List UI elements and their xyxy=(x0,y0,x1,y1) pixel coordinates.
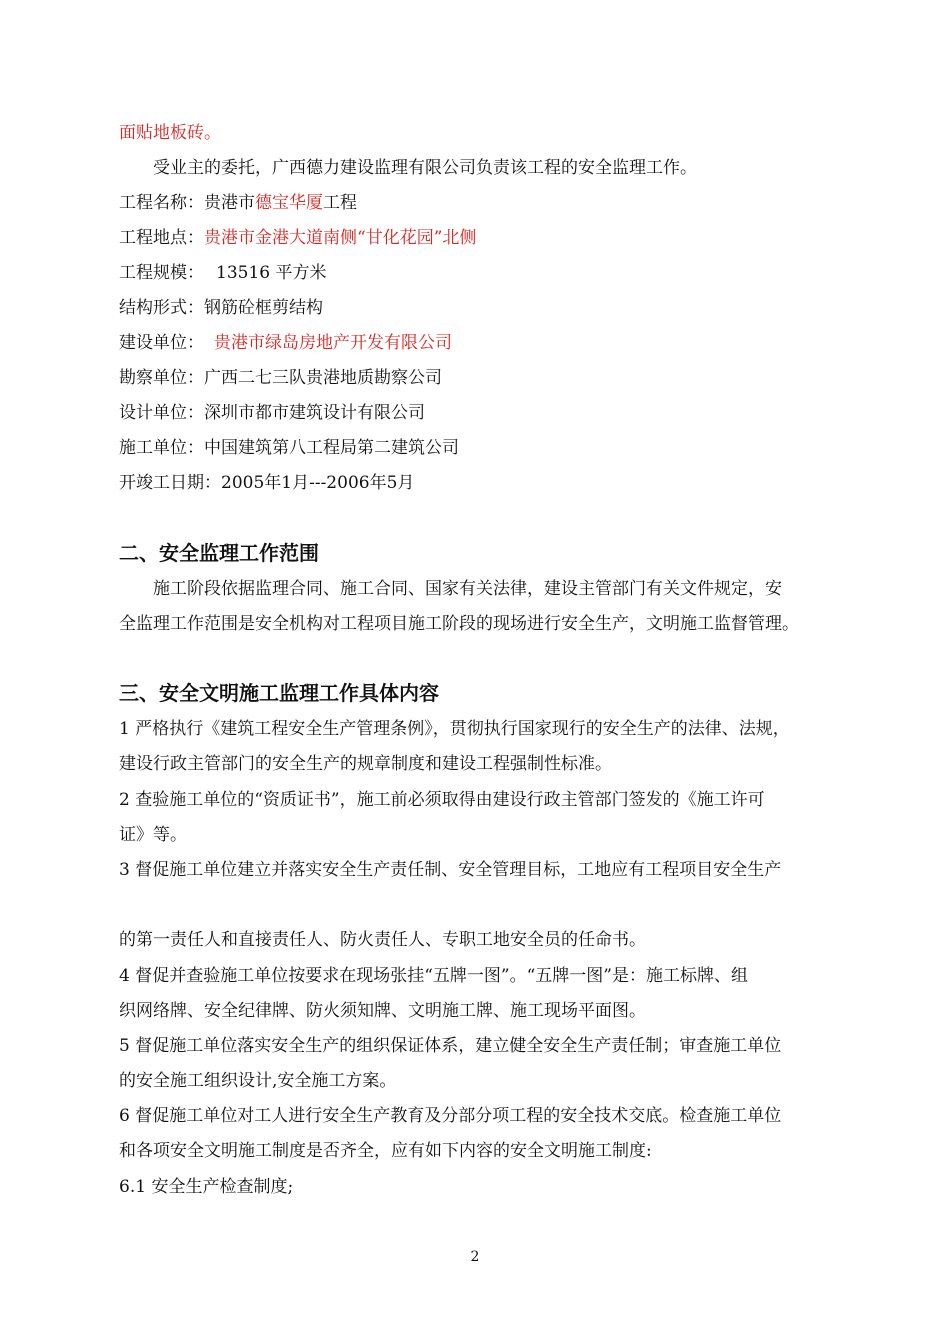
project-dates-value: 2005年1月---2006年5月 xyxy=(221,473,415,493)
section2-heading: 二、安全监理工作范围 xyxy=(119,541,319,565)
project-structure-value: 钢筋砼框剪结构 xyxy=(204,298,323,318)
project-contractor-value: 中国建筑第八工程局第二建筑公司 xyxy=(204,438,459,458)
project-name-highlight: 德宝华厦 xyxy=(255,193,323,213)
project-scale xyxy=(119,261,326,285)
project-survey xyxy=(119,366,442,390)
item2-line1: 2 查验施工单位的“资质证书”，施工前必须取得由建设行政主管部门签发的《施工许可 xyxy=(119,790,765,810)
project-location-value: 贵港市金港大道南侧“甘化花园”北侧 xyxy=(204,228,477,248)
section2-paragraph-line1: 施工阶段依据监理合同、施工合同、国家有关法律，建设主管部门有关文件规定，安 xyxy=(153,579,782,599)
commission-paragraph: 受业主的委托，广西德力建设监理有限公司负责该工程的安全监理工作。 xyxy=(153,158,697,178)
project-dates xyxy=(119,471,414,495)
project-design xyxy=(119,401,425,425)
item2-line2: 证》等。 xyxy=(119,825,187,845)
page-number: 2 xyxy=(470,1249,480,1265)
item3-line1: 3 督促施工单位建立并落实安全生产责任制、安全管理目标，工地应有工程项目安全生产 xyxy=(119,860,782,880)
project-survey-label: 勘察单位： xyxy=(119,368,204,388)
item6-1: 6.1 安全生产检查制度; xyxy=(119,1177,294,1197)
item6-line2: 和各项安全文明施工制度是否齐全，应有如下内容的安全文明施工制度: xyxy=(119,1141,652,1161)
project-design-label: 设计单位： xyxy=(119,403,204,423)
item4-line2: 织网络牌、安全纪律牌、防火须知牌、文明施工牌、施工现场平面图。 xyxy=(119,1001,646,1021)
item5-line2: 的安全施工组织设计,安全施工方案。 xyxy=(119,1071,397,1091)
project-name-suffix: 工程 xyxy=(323,193,357,213)
project-structure-label: 结构形式： xyxy=(119,298,204,318)
item6-line1: 6 督促施工单位对工人进行安全生产教育及分部分项工程的安全技术交底。检查施工单位 xyxy=(119,1106,782,1126)
project-contractor-label: 施工单位： xyxy=(119,438,204,458)
item1-line1: 1 严格执行《建筑工程安全生产管理条例》，贯彻执行国家现行的安全生产的法律、法规， xyxy=(119,719,790,739)
project-structure xyxy=(119,296,323,320)
project-name-prefix: 贵港市 xyxy=(204,193,255,213)
project-contractor xyxy=(119,436,459,460)
project-location xyxy=(119,226,476,250)
section3-heading: 三、安全文明施工监理工作具体内容 xyxy=(119,681,439,705)
project-dates-label: 开竣工日期： xyxy=(119,473,221,493)
section2-paragraph-line2: 全监理工作范围是安全机构对工程项目施工阶段的现场进行安全生产，文明施工监督管理。 xyxy=(119,614,799,634)
project-location-label: 工程地点： xyxy=(119,228,204,248)
item1-line2: 建设行政主管部门的安全生产的规章制度和建设工程强制性标准。 xyxy=(119,754,612,774)
project-owner xyxy=(119,331,452,355)
project-survey-value: 广西二七三队贵港地质勘察公司 xyxy=(204,368,442,388)
item4-line1: 4 督促并查验施工单位按要求在现场张挂“五牌一图”。“五牌一图”是：施工标牌、组 xyxy=(119,966,748,986)
project-design-value: 深圳市都市建筑设计有限公司 xyxy=(204,403,425,423)
project-scale-label: 工程规模： xyxy=(119,263,204,283)
intro-continuation: 面贴地板砖。 xyxy=(119,123,221,143)
item3-line2: 的第一责任人和直接责任人、防火责任人、专职工地安全员的任命书。 xyxy=(119,930,646,950)
item5-line1: 5 督促施工单位落实安全生产的组织保证体系，建立健全安全生产责任制；审查施工单位 xyxy=(119,1036,782,1056)
project-owner-label: 建设单位： xyxy=(119,333,204,353)
project-name xyxy=(119,191,357,215)
project-scale-value: 13516 平方米 xyxy=(216,263,327,283)
project-owner-value: 贵港市绿岛房地产开发有限公司 xyxy=(214,333,452,353)
project-name-label: 工程名称： xyxy=(119,193,204,213)
